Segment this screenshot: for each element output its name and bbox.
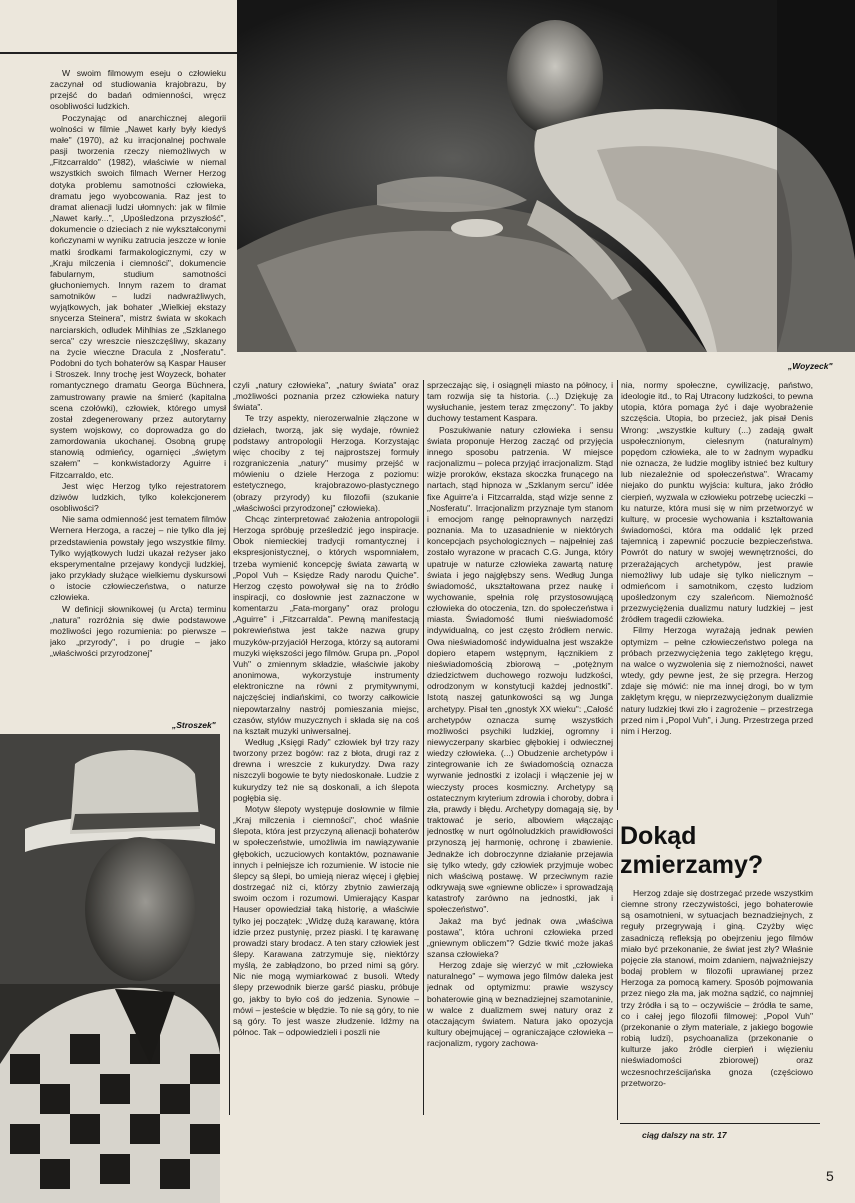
paragraph: Poszukiwanie natury człowieka i sensu świata proponuje Herzog zacząć od przyjęcia innego sposobu patrzenia. W miejsce racjonalizmu – poleca przyjąć irracjonalizm. Stąd wizje proroków, ekstaza skoczka frunącego na nartach, stąd hipnoza w „Szklanym sercu" idée fixe Aguirre'a i Fitzcarralda, stąd wizje senne z „Nosferatu". Irracjonalizm przyznaje tym stanom i emocjom rangę pełnoprawnych narzędzi poznania. Ma to uzasadnienie w niektórych koncepcjach psychologicznych – najpełniej zaś zostało wyrazone w pracach C.G. Junga, który upatruje w naturze człowieka zawartą naturę świata i jego najgłębszy sens. Według Junga świadomość, ukształtowana przez naukę i wychowanie, spełnia rolę przystosowującą człowieka do otoczenia, tzn. do społeczeństwa i miasta. Świadomość tłumi nieświadomość indywidualną, co jest często źródłem nerwic. Owa nieświadomość indywidualna jest wszakże dopiero etapem wstępnym, łącznikiem z nieświadomością zbiorową – „potężnym dziedzictwem duchowego rozwoju ludzkości, odrodzonym w konstytucji każdej jednostki". Istotą naszej gatunkowości są wg Junga archetypy. Pisał ten „gnostyk XX wieku": „Całość archetypów oznacza sumę wszystkich możliwości psychiki ludzkiej, ogromny i niewyczerpany skarbiec głębokiej i odwiecznej wiedzy człowieka. (...) Obudzenie archetypów i zintegrowanie ich ze świadomością oznacza wyrwanie jednostki z izolacji i włączenie jej w wieczysty proces kosmiczny. Archetypy są ostatecznym kryterium zdrowia i choroby, dobra i zła, prawdy i błędu. Archetypy domagają się, by traktować je serio, albowiem włączając jednostkę w nurt ogólnoludzkich prawidłowości przynoszą jej harmonię, ochronę i zbawienie. Jednakże ich dobroczynne działanie przejawia się tylko wtedy, gdy człowiek przyjmuje wobec nich właściwą postawę. W przeciwnym razie odkrywają swe «gniewne oblicze» i sprowadzają katastrofy zarówno na jednostki, jak i społeczeństwo".	[427, 424, 613, 915]
article-column-2	[233, 380, 419, 1120]
column-rule	[423, 380, 424, 1115]
section-heading: Dokąd zmierzamy?	[620, 822, 764, 879]
paragraph: Herzog zdaje się dostrzegać przede wszystkim ciemne strony rzeczywistości, jego bohaterowie są osamotnieni, w sytuacjach beznadziejnych, z reguły przegrywają i giną. Czyżby więc zasadniczą refleksją po obejrzeniu jego filmów miało być przekonanie, że świat jest zły? Właśnie pojęcie zła stanowi, moim zdaniem, najważniejszy bodaj problem w filozofii uprawianej przez Herzoga za pomocą kamery. Sposób pojmowania przez niego zła ma, jak można sądzić, co najmniej trzy źródła i są to – oczywiście – źródła te same, co i całej jego filozofii filmowej: „Popol Vuh" (przekonanie o złym materiale, z jakiego bogowie robią ludzi), psychoanaliza (przekonanie o kulturze jako źródle cierpień i więzieniu nieświadomości zbiorowej) oraz wczesnochrześcijańska gnoza (częściowo przetworzo-	[621, 888, 813, 1088]
column-rule	[617, 380, 618, 810]
top-rule	[0, 52, 237, 54]
paragraph: Chcąc zinterpretować założenia antropologii Herzoga spróbuję prześledzić jego inspiracje. Obok niemieckiej tradycji romantycznej i ekspresjonistycznej, o których wspomniałem, trzeba wymienić koncepcję świata zawartą w „Popol Vuh – Księdze Rady narodu Quiche". Herzog często powoływał się na to źródło inspiracji, co dosłownie jest zaznaczone w komentarzu „Fata-morgany" oraz prologu „Aguirre" i „Fitzcarralda". Pewną manifestacją pokrewieństwa jest także nazwa grupy muzyków-przyjaciół Herzoga, którzy są autorami muzyki większości jego filmów. Grupa pn. „Popol Vuh" o zmiennym składzie, właściwie jakoby anonimowa, wykorzystuje instrumenty elektroniczne na równi z prymitywnymi, najczęściej indiańskimi, co tworzy całkowicie niepowtarzalny nastrój pomieszania miejsc, czasów, stylów muzycznych i składa się na coś na kształt muzyki uniwersalnej.	[233, 513, 419, 736]
paragraph: czyli „natury człowieka", „natury świata" oraz „możliwości poznania przez człowieka natury świata".	[233, 380, 419, 413]
paragraph: Te trzy aspekty, nierozerwalnie złączone w dziełach, tworzą, jak się wydaje, również podstawy antropologii Herzoga. Korzystając więc chociby z tej najprostszej formuły rozgraniczenia „natury" musimy przejść w mówieniu o dziele Herzoga z poziomu: estetycznego, krajobrazowo-plastycznego (obrazy przyrody) ku filozofii (szukanie „właściwości przyrodzonej" człowieka).	[233, 413, 419, 513]
article-column-1	[50, 68, 226, 716]
column-rule	[617, 820, 618, 1120]
paragraph: Herzog zdaje się wierzyć w mit „człowieka naturalnego" – wymowa jego filmów daleka jest jednak od optymizmu: prawie wszyscy bohaterowie giną w beznadziejnej szamotaninie, w walce z dualizmem swej natury oraz z otaczającym światem. Natura jako opozycja kultury obejmującej – ograniczające człowieka – racjonalizm, rygory zachowa-	[427, 960, 613, 1049]
paragraph: Nie sama odmienność jest tematem filmów Wernera Herzoga, a raczej – nie tylko dla jej przedstawienia powstały jego wszystkie filmy. Tylko wyjątkowych ludzi ukazał reżyser jako eksperymentalne przejawy kondycji ludzkiej, jako przykłady służące wielkiemu dyskursowi o istocie człowieczeństwa, o naturze człowieka.	[50, 514, 226, 603]
footer-rule	[620, 1123, 820, 1124]
continued-note: ciąg dalszy na str. 17	[642, 1130, 727, 1140]
caption-stroszek: „Stroszek"	[172, 720, 216, 730]
paragraph: nia, normy społeczne, cywilizację, państwo, ideologie itd., to Raj Utracony ludzkości, to pewna utopia, która pomaga żyć i daje wyobrażenie szczęścia. Utopia, bo przecież, jak pisał Denis Wrong: „wszystkie kultury (...) zadają gwałt uspołecznionym, cielesnym (naturalnym) popędom człowieka, ale to w żadnym wypadku nie oznacza, że ludzie mogliby istnieć bez kultury lub niezależnie od społeczeństwa". Wracamy niejako do punktu wyjścia: kultura, jako źródło cierpień, wyzwala w człowieku potrzebę ucieczki – ku naturze, która musi się w nim przetworzyć w kulturę, w procesie wychowania i kształtowania świadomości, która ma oddalić lęk przed tajemnicą i zapewnić poczucie bezpieczeństwa. Powrót do natury w swojej wewnętrzności, do przerażających archetypów, jest prawie niemożliwy lub udaje się tylko nielicznym – odmieńcom i samotnikom, często ludziom upośledzonym czy szaleńcom. Niemożność przezwyciężenia dualizmu natury ludzkiej – jest źródłem tragedii człowieka.	[621, 380, 813, 625]
stroszek-photo	[0, 734, 220, 1203]
article-column-3	[427, 380, 613, 1120]
paragraph: Według „Księgi Rady" człowiek był trzy razy tworzony przez bogów: raz z błota, drugi raz z drewna i wreszcie z kukurydzy. Dwa razy niszczyli bogowie te byty niedoskonałe. Ludzie z kukurydzy też nie są doskonali, a ich ślepota pogłębia się.	[233, 737, 419, 803]
article-column-5	[621, 888, 813, 1120]
page-number: 5	[826, 1168, 834, 1184]
paragraph: Jest więc Herzog tylko rejestratorem dziwów ludzkich, tylko kolekcjonerem osobliwości?	[50, 480, 226, 514]
paragraph: W definicji słownikowej (u Arcta) terminu „natura" rozróżnia się dwie podstawowe możliwości jego rozumienia: po pierwsze – jako „przyrody", i po drugie – jako „właściwości przyrodzonej"	[50, 603, 226, 659]
column-rule	[229, 380, 230, 1115]
article-column-4	[621, 380, 813, 808]
paragraph: sprzeczając się, i osiągnęli miasto na północy, i tam rozwija się ta historia. (...) Dziękuję za wysłuchanie, jestem teraz zmęczony". To jakby duchowy testament Kaspara.	[427, 380, 613, 424]
paragraph: Filmy Herzoga wyrażają jednak pewien optymizm – pełne człowieczeństwo polega na próbach przezwyciężenia tego zaklętego kręgu, na walce o wyzwolenia się z niemożności, nawet wtedy, gdy pewne jest, że się przegra. Herzog zdaje się mówić: nie ma innej drogi, bo w tym zaklętym kręgu, w nieprzezwyciężonym dualizmie natury ludzkiej tkwi zło i zagrożenie – przestrzega przed nim i „Popol Vuh", i Jung. Przestrzega przed nim i Herzog.	[621, 625, 813, 736]
paragraph: Motyw ślepoty występuje dosłownie w filmie „Kraj milczenia i ciemności", choć właśnie ślepota, która jest przyczyną alienacji bohaterów w społeczeństwie, umożliwia im nawiązywanie głębokich, uczuciowych kontaktów, poznawanie innych i pełniejsze ich rozumienie. W istocie nie ślepcy są ślepi, bo umieją nieraz więcej i głębiej dostrzegać niż ci, którzy zbytnio zawierzają swoim oczom i rozumowi. Umierający Kaspar Hauser opowiedział taką historię, a właściwie tylko jej początek: „Widzę dużą karawanę, która idzie przez pustynię, przez piaski. I tę karawanę prowadzi stary brodacz. A ten stary człowiek jest ślepy. Karawana zatrzymuje się, niektórzy myślą, że zabłądzono, bo przed nimi są góry. Nic nie mogą wymiarkować z busoli. Wtedy ślepy przewodnik bierze garść piasku, próbuje go, jakby to było coś do jedzenia. Synowie – mówi – jesteście w błędzie. To nie są góry, to nie są góry. To jest wasze złudzenie. Idźmy na północ. Tak – odpowiedzieli i poszli nie	[233, 803, 419, 1038]
caption-woyzeck: „Woyzeck"	[788, 361, 833, 371]
woyzeck-photo	[237, 0, 855, 352]
paragraph: Poczynając od anarchicznej alegorii wolności w filmie „Nawet karły były kiedyś małe" (1970), aż ku irracjonalnej pochwale pasji tworzenia rzeczy niemożliwych w „Fitzcarraldo" (1982), właściwie w niemal wszystkich swoich filmach Werner Herzog dotyka problemu samotności człowieka, dramatu jego wyobcowania. Raz jest to dramat alienacji ludzi ułomnych: jak w filmie „Nawet karły...", „Upośledzona przyszłość", dokumencie o dzieciach z nie wykształconymi kończynami w wyniku zatrucia jeszcze w łonie matki środkami farmakologicznymi, czy w „Kraju milczenia i ciemności", dokumencie fabularnym, studium samotności głuchoniemych. Innym razem to dramat samotników – ludzi nadwrażliwych, wyjątkowych, jak bohater „Wielkiej ekstazy snycerza Steinera", mistrz świata w skokach narciarskich, odludek Mihlhias ze „Szklanego serca" czy wreszcie nieszczęśliwy, skazany na życie wieczne Dracula z „Nosferatu". Podobni do tych bohaterów są Kaspar Hauser i Stroszek. Inny trochę jest Woyzeck, bohater romantycznego dramatu Georga Büchnera, zamustrowany prawie na śmierć (kapitalna scena czołówki), człowiek, którego umysł został zdegenerowany przez autorytarny system wojskowy, co doprowadza go do zamordowania ukochanej. Osobną grupę stanowią odmieńcy, ogarnięci „świętym szałem" – konkwistadorzy Aguirre i Fitzcarraldo, etc.	[50, 112, 226, 480]
paragraph: Jakaż ma być jednak owa „właściwa postawa", która uchroni człowieka przed „gniewnym obliczem"? Gdzie tkwić może jakaś szansa człowieka?	[427, 915, 613, 959]
paragraph: W swoim filmowym eseju o człowieku zaczynał od studiowania krajobrazu, by przejść do badań odmienności, wręcz osobliwości ludzkich.	[50, 68, 226, 112]
